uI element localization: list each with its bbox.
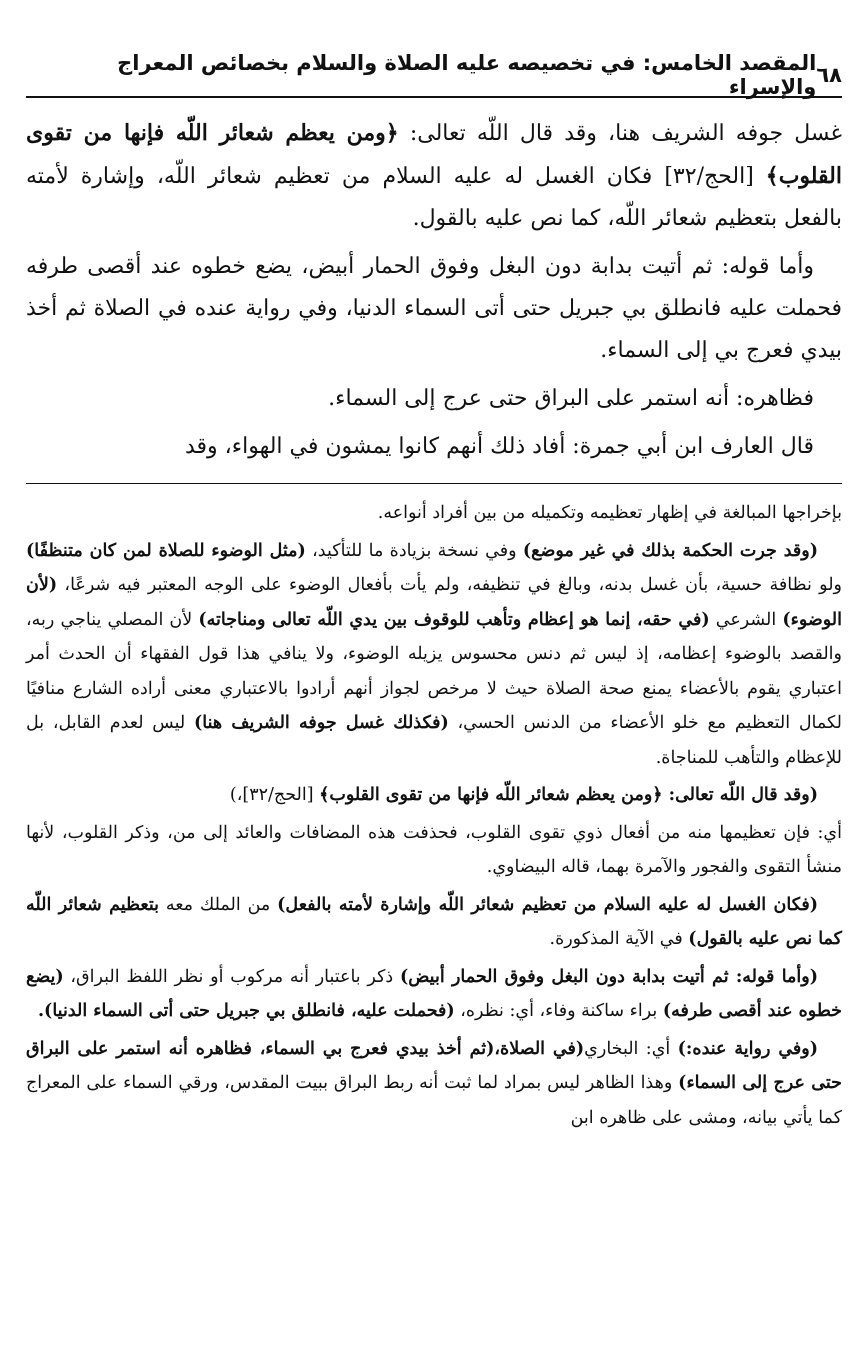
text-run: ذكر باعتبار أنه مركوب أو نظر اللفظ البراق،: [63, 966, 400, 987]
text-run: ولو نظافة حسية، بأن غسل بدنه، وبالغ في تنظيفه، ولم يأت بأفعال الوضوء على الوجه المعتبر فيه شرعًا،: [57, 575, 842, 595]
commentary-paragraph: أي: فإن تعظيمها منه من أفعال ذوي تقوى القلوب، فحذفت هذه المضافات والعائد إلى من، وذكر القلوب، لأنها منشأ التقوى والفجور والآمرة بهما، قاله البيضاوي.: [26, 822, 842, 877]
text-run: وهذا الظاهر ليس بمراد لما ثبت أنه ربط البراق ببيت المقدس، ورقي السماء على المعراج كما يأتي بيانه، ومشى على ظاهره ابن: [26, 1073, 842, 1128]
commentary-paragraph: [26, 960, 842, 1029]
quoted-matn: (وقد جرت الحكمة بذلك في غير موضع): [522, 540, 818, 561]
main-paragraph: وأما قوله: ثم أتيت بدابة دون البغل وفوق الحمار أبيض، يضع خطوه عند أقصى طرفه فحملت عليه فانطلق بي جبريل حتى أتى السماء الدنيا، وفي رواية عنده في الصلاة ثم أخذ بيدي فعرج بي إلى السماء.: [26, 254, 842, 363]
quoted-matn: (وأما قوله: ثم أتيت بدابة دون البغل وفوق الحمار أبيض): [399, 966, 818, 987]
text-run: لأن المصلي يناجي ربه، والقصد بالوضوء إعظامه، إذ ليس ثم دنس محسوس يزيله الوضوء، ولا ينافي هذا قول الفقهاء أن الحدث أمر اعتباري يقوم بالأعضاء يمنع صحة الصلاة حيث لا مرخص لجواز أنهم أرادوا بالاعتباري معنى أراده الشارع منافيًا لكمال التعظيم مع خلو الأعضاء من الدنس الحسي،: [26, 609, 843, 733]
main-paragraph: فظاهره: أنه استمر على البراق حتى عرج إلى السماء.: [328, 386, 814, 411]
quoted-matn: (وفي رواية عنده:): [677, 1038, 819, 1059]
text-run: [الحج/٣٢]،): [229, 785, 320, 805]
quoted-matn: (لأن الوضوء): [26, 575, 842, 630]
text-run: وفي نسخة بزيادة ما للتأكيد،: [305, 540, 523, 561]
quoted-matn: (فحملت عليه، فانطلق بي جبريل حتى أتى السماء الدنيا).: [37, 1001, 455, 1021]
main-paragraph: قال العارف ابن أبي جمرة: أفاد ذلك أنهم كانوا يمشون في الهواء، وقد: [184, 434, 814, 459]
commentary-paragraph: [26, 534, 842, 776]
quoted-matn: (وقد قال اللّه تعالى: ﴿ومن يعظم شعائر اللّه فإنها من تقوى القلوب﴾: [319, 785, 818, 805]
quoted-matn: (فكذلك غسل جوفه الشريف هنا): [193, 713, 449, 733]
commentary-text: [26, 496, 842, 1138]
header-divider: [26, 96, 842, 98]
text-run: أي: البخاري: [584, 1038, 678, 1059]
running-title: المقصد الخامس: في تخصيصه عليه الصلاة والسلام بخصائص المعراج والإسراء: [117, 51, 817, 99]
commentary-paragraph: [26, 778, 842, 813]
quoted-matn: (فكان الغسل له عليه السلام من تعظيم شعائر اللّه وإشارة لأمته بالفعل): [277, 894, 819, 915]
text-run: من الملك معه: [158, 894, 278, 915]
text-run: غسل جوفه الشريف هنا، وقد قال اللّه تعالى:: [398, 121, 842, 146]
quoted-matn: (في حقه، إنما هو إعظام وتأهب للوقوف بين يدي اللّه تعالى ومناجاته): [198, 609, 710, 630]
quoted-matn: (يضع خطوه عند أقصى طرفه): [26, 966, 842, 1021]
text-run: ليس لعدم القابل، بل للإعظام والتأهب للمناجاة.: [26, 713, 842, 768]
quran-verse: ﴿ومن يعظم شعائر اللّه فإنها من تقوى القلوب﴾: [26, 120, 842, 189]
main-text: [26, 112, 842, 474]
page-number: ٦٨: [816, 63, 842, 87]
text-run: براء ساكنة وفاء، أي: نظره،: [454, 1001, 663, 1021]
running-header: [26, 51, 842, 99]
quoted-matn: (مثل الوضوء للصلاة لمن كان متنظفًا): [26, 540, 306, 561]
quoted-matn: (في الصلاة،(ثم أخذ بيدي فعرج بي السماء، فظاهره أنه استمر على البراق حتى عرج إلى السماء): [26, 1038, 842, 1093]
book-page: [26, 0, 842, 1364]
commentary-paragraph: [26, 1032, 842, 1136]
quoted-matn: بتعظيم شعائر اللّه كما نص عليه بالقول): [26, 894, 842, 949]
text-run: في الآية المذكورة.: [549, 929, 689, 949]
text-run: الشرعي: [709, 609, 783, 630]
commentary-divider: [26, 483, 842, 484]
commentary-paragraph: [26, 888, 842, 957]
commentary-paragraph: بإخراجها المبالغة في إظهار تعظيمه وتكميله من بين أفراد أنواعه.: [377, 503, 842, 523]
text-run: [الحج/٣٢] فكان الغسل له عليه السلام من تعظيم شعائر اللّه، وإشارة لأمته بالفعل بتعظيم شعائر اللّه، كما نص عليه بالقول.: [26, 164, 842, 231]
main-paragraph: [26, 112, 842, 240]
